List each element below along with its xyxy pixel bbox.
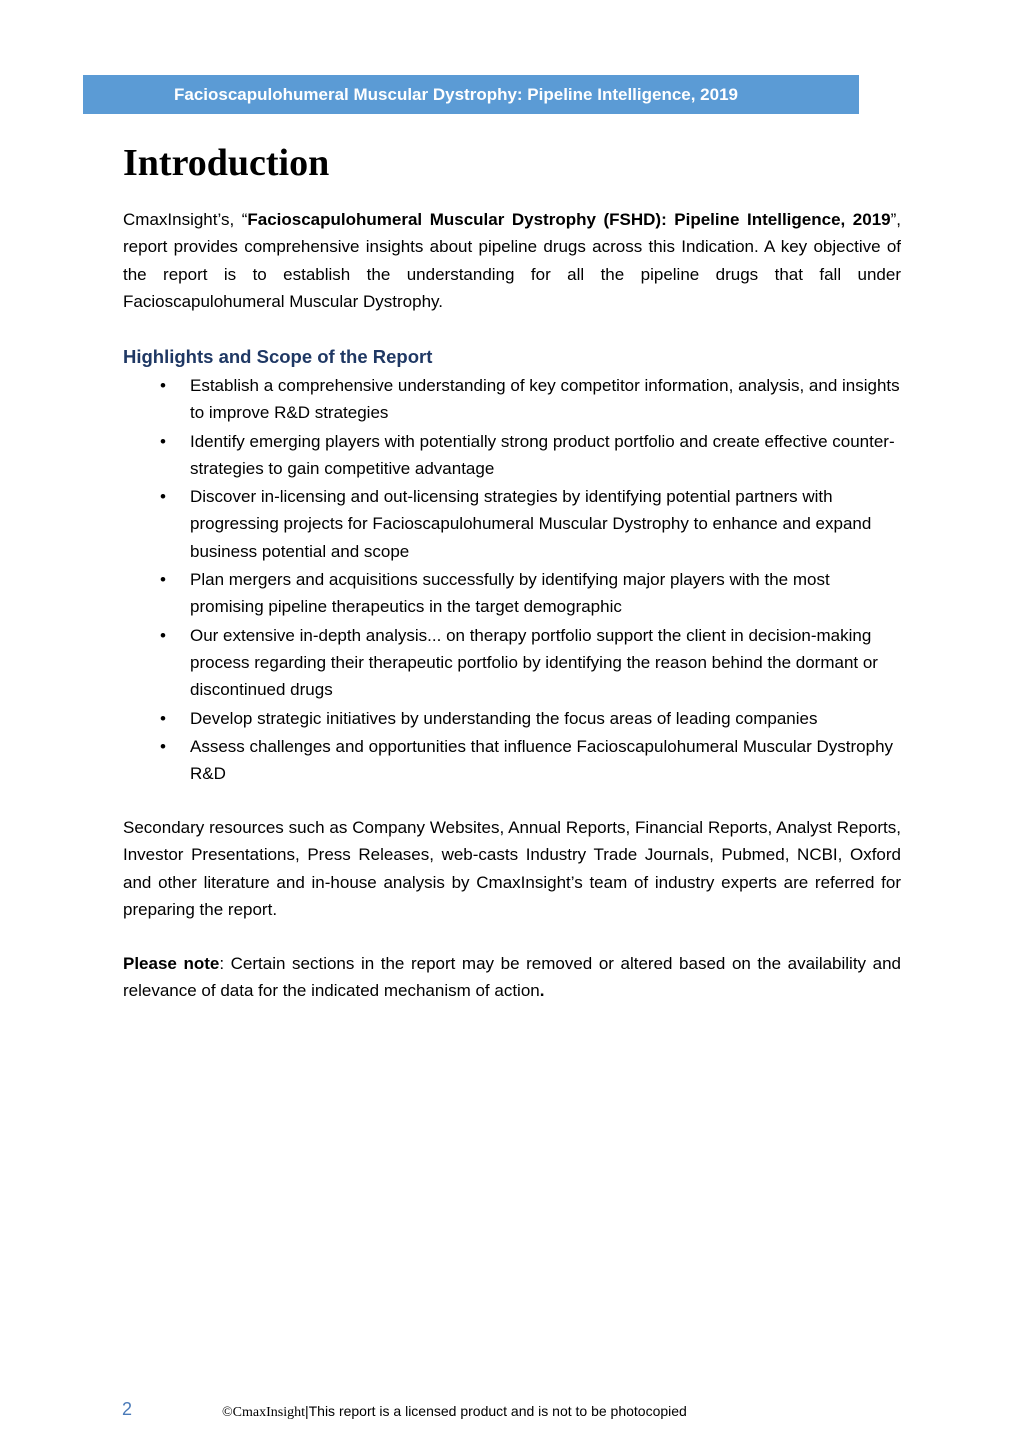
- list-item-text: Our extensive in-depth analysis... on therapy portfolio support the client in decision-making process regarding their therapeutic portfolio by identifying the reason behind the dormant or discontinued drugs: [190, 625, 878, 700]
- footer-notice-text: This report is a licensed product and is not to be photocopied: [308, 1403, 687, 1419]
- list-item-text: Develop strategic initiatives by understanding the focus areas of leading companies: [190, 708, 818, 728]
- highlights-heading: Highlights and Scope of the Report: [123, 346, 433, 367]
- note-label: Please note: [123, 954, 220, 973]
- bullet-icon: •: [160, 708, 166, 728]
- bullet-icon: •: [160, 487, 166, 507]
- header-band-title: Facioscapulohumeral Muscular Dystrophy: Pipeline Intelligence, 2019: [174, 84, 739, 104]
- header-band: [83, 75, 859, 114]
- page-number: 2: [122, 1399, 133, 1419]
- secondary-resources-paragraph: Secondary resources such as Company Websites, Annual Reports, Financial Reports, Analyst Reports, Investor Presentations, Press Releases, web-casts Industry Trade Journals, Pubmed, NCBI, Oxford and other literature and in-house analysis by CmaxInsight’s team of industry experts are referred for preparing the report.: [123, 818, 901, 919]
- please-note-paragraph: [123, 950, 901, 1005]
- intro-report-name: Facioscapulohumeral Muscular Dystrophy (FSHD): Pipeline Intelligence, 2019: [247, 210, 891, 229]
- list-item: [123, 705, 901, 732]
- list-item: [123, 428, 901, 483]
- list-item: [123, 566, 901, 621]
- list-item-text: Identify emerging players with potentially strong product portfolio and create effective counter-strategies to gain competitive advantage: [190, 431, 895, 478]
- note-end: .: [539, 981, 545, 1001]
- bullet-icon: •: [160, 431, 166, 451]
- list-item: [123, 372, 901, 427]
- list-item-text: Establish a comprehensive understanding of key competitor information, analysis, and insights to improve R&D strategies: [190, 376, 900, 423]
- list-item: [123, 622, 901, 704]
- highlights-list: [123, 372, 901, 788]
- list-item: [123, 733, 901, 788]
- footer-copyright: ©CmaxInsight: [222, 1405, 305, 1420]
- list-item: [123, 483, 901, 565]
- footer-separator: |: [304, 1403, 309, 1419]
- bullet-icon: •: [160, 376, 166, 395]
- bullet-icon: •: [160, 570, 166, 590]
- footer-notice: [222, 1403, 687, 1421]
- list-item-text: Assess challenges and opportunities that influence Facioscapulohumeral Muscular Dystrophy R&D: [190, 736, 894, 784]
- intro-lead: CmaxInsight’s, “: [123, 210, 248, 229]
- list-item-text: Discover in-licensing and out-licensing strategies by identifying potential partners with progressing projects for Facioscapulohumeral Muscular Dystrophy to enhance and expand business potential and scope: [190, 487, 872, 561]
- bullet-icon: •: [160, 736, 166, 756]
- page-title: Introduction: [123, 142, 330, 184]
- bullet-icon: •: [160, 625, 166, 645]
- note-text: : Certain sections in the report may be removed or altered based on the availability and relevance of data for the indicated mechanism of action: [123, 954, 901, 1001]
- intro-paragraph: [123, 206, 901, 315]
- intro-rest: ”, report provides comprehensive insights about pipeline drugs across this Indication. A key objective of the report is to establish the understanding for all the pipeline drugs that fall under Facioscapulohumeral Muscular Dystrophy.: [123, 210, 901, 311]
- list-item-text: Plan mergers and acquisitions successfully by identifying major players with the most promising pipeline therapeutics in the target demographic: [190, 570, 830, 617]
